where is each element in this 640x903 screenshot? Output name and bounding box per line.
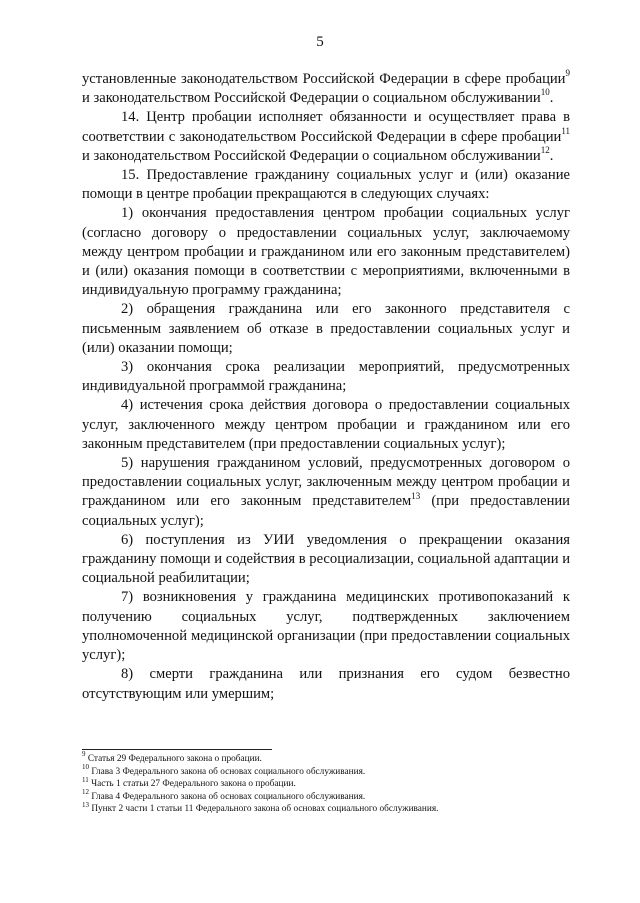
list-item-6: 6) поступления из УИИ уведомления о прекращении оказания гражданину помощи и содействия в ресоциализации, социальной адаптации и социальной реабилитации; [82, 531, 570, 587]
footnote-num: 13 [82, 800, 89, 809]
footnote-num: 11 [82, 775, 89, 784]
body-text [82, 70, 570, 704]
footnote-text: Часть 1 статьи 27 Федерального закона о пробации. [88, 779, 296, 790]
list-item-2: 2) обращения гражданина или его законного представителя с письменным заявлением об отказе в предоставлении социальных услуг и (или) оказании помощи; [82, 301, 570, 356]
list-item-8: 8) смерти гражданина или признания его судом безвестно отсутствующим или умершим; [82, 666, 570, 702]
footnote-ref-12: 12 [540, 144, 550, 155]
item5-text-2: (при предоставлении социальных услуг); [82, 493, 570, 529]
p14-text-3: . [549, 147, 554, 164]
p14-text-1: 14. Центр пробации исполняет обязанности и осуществляет права в соответствии с законодательством Российской Федерации в сфере пробации [82, 109, 570, 145]
footnote-13 [82, 800, 570, 816]
footnote-ref-10: 10 [540, 87, 550, 98]
list-item-4: 4) истечения срока действия договора о предоставлении социальных услуг, заключенного между центром пробации и гражданином или его законным представителем (при предоставлении социальных услуг); [82, 397, 570, 452]
intro-text-3: . [549, 90, 554, 107]
footnote-text: Глава 4 Федерального закона об основах социального обслуживания. [89, 791, 366, 802]
intro-text-2: и законодательством Российской Федерации о социальном обслуживании [82, 90, 541, 107]
footnote-9 [82, 750, 570, 766]
footnote-ref-9: 9 [565, 68, 570, 79]
footnote-text: Глава 3 Федерального закона об основах социального обслуживания. [89, 766, 366, 777]
paragraph-14 [82, 108, 570, 166]
item5-text-1: 5) нарушения гражданином условий, предусмотренных договором о предоставлении социальных услуг, заключенным между центром пробации и гражданином или его законным представителем [82, 455, 570, 510]
footnote-ref-11: 11 [561, 125, 570, 136]
footnote-num: 9 [82, 750, 86, 759]
p14-text-2: и законодательством Российской Федерации о социальном обслуживании [82, 147, 541, 164]
footnote-11 [82, 775, 570, 791]
footnote-text: Пункт 2 части 1 статьи 11 Федерального закона об основах социального обслуживания. [89, 804, 439, 815]
paragraph-15: 15. Предоставление гражданину социальных услуг и (или) оказание помощи в центре пробации прекращаются в следующих случаях: [82, 167, 570, 203]
paragraph-intro [82, 70, 570, 108]
footnote-num: 12 [82, 788, 89, 797]
list-item-5 [82, 454, 570, 531]
footnotes [82, 750, 570, 816]
footnote-text: Статья 29 Федерального закона о пробации. [85, 754, 262, 764]
list-item-3: 3) окончания срока реализации мероприятий, предусмотренных индивидуальной программой гражданина; [82, 359, 570, 395]
list-item-7: 7) возникновения у гражданина медицинских противопоказаний к получению социальных услуг, подтвержденных заключением уполномоченной медицинской организации (при предоставлении социальных услуг); [82, 589, 570, 664]
footnote-10 [82, 763, 570, 779]
list-item-1: 1) окончания предоставления центром пробации социальных услуг (согласно договору о предоставлении социальных услуг, заключаемому между центром пробации и гражданином или его законным представителем) и (или) оказания помощи в соответствии с мероприятиями, включенными в индивидуальную программу гражданина; [82, 205, 570, 299]
page-number: 5 [316, 34, 324, 50]
footnote-ref-13: 13 [411, 490, 421, 501]
intro-text-1: установленные законодательством Российской Федерации в сфере пробации [82, 71, 566, 87]
footnote-separator [82, 749, 272, 750]
footnote-num: 10 [82, 763, 89, 771]
footnote-12 [82, 788, 570, 804]
